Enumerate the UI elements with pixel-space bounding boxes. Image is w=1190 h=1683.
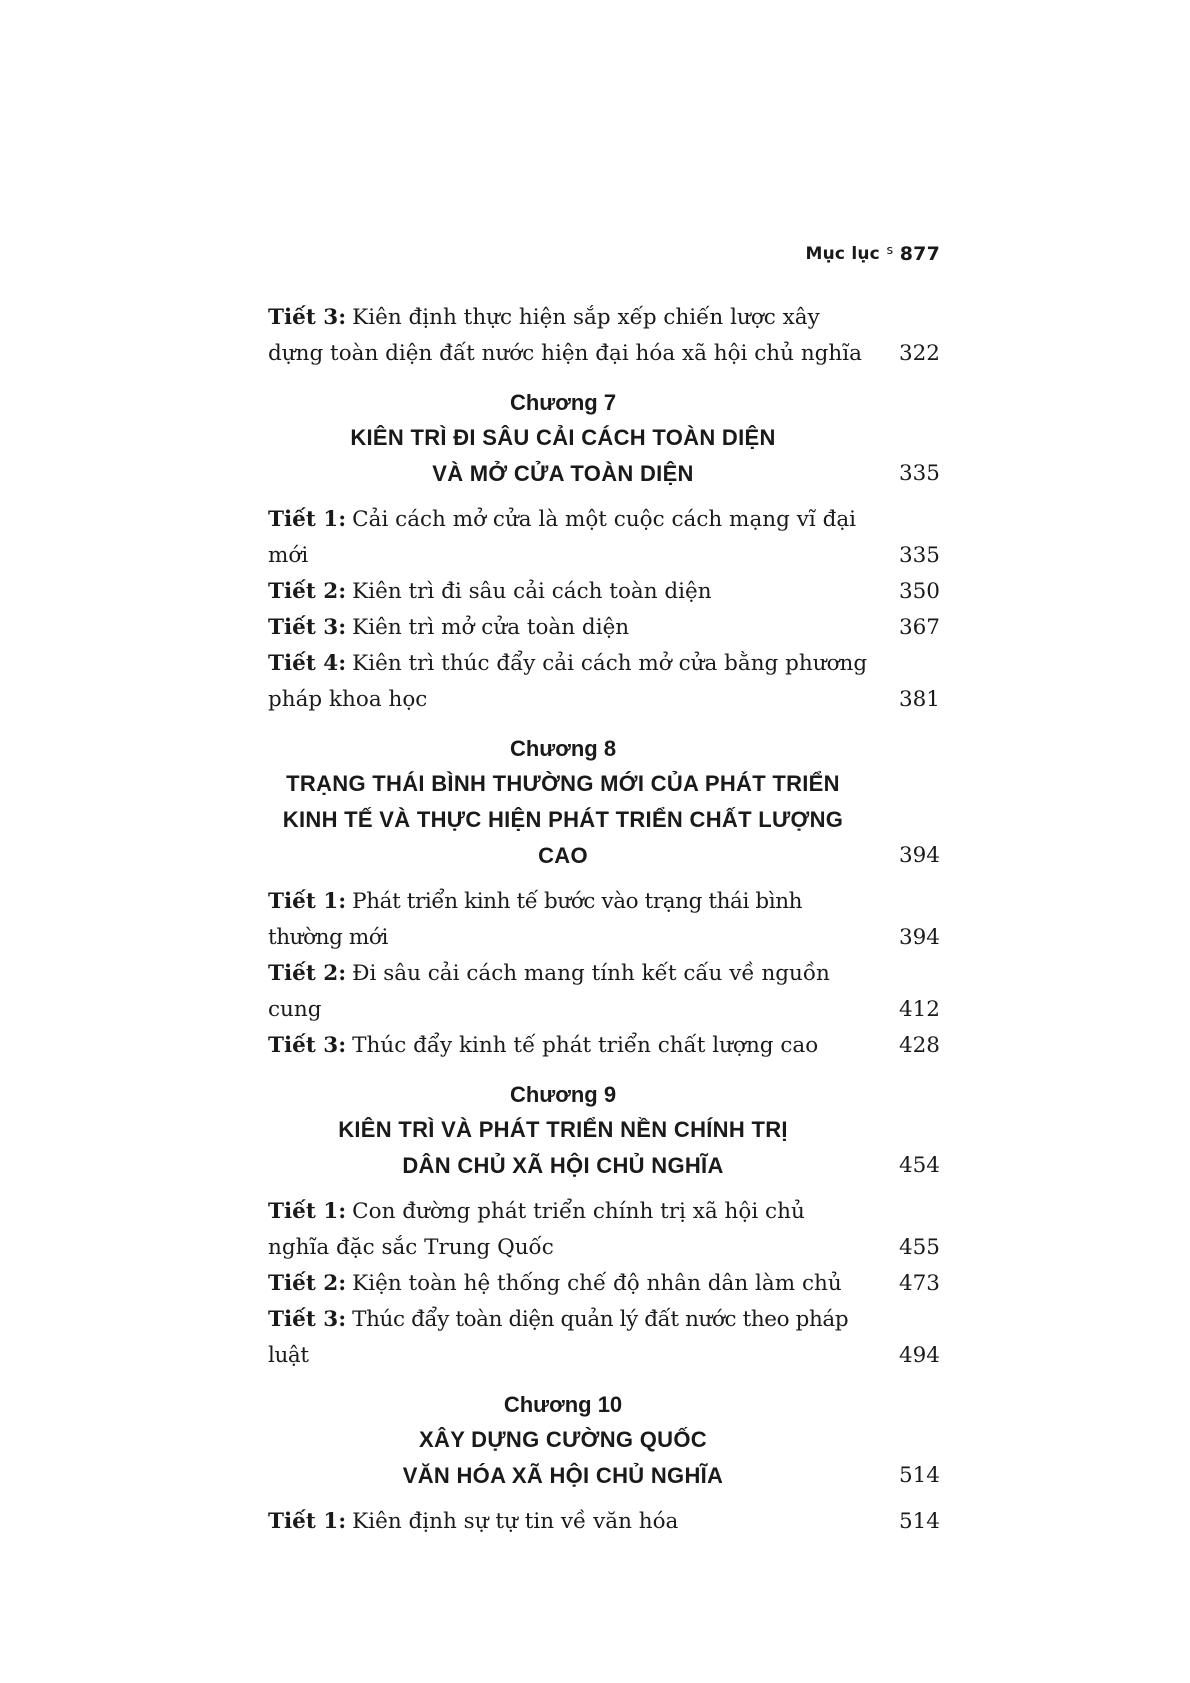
chapter-heading[interactable] (268, 1388, 940, 1494)
chapter-page: 335 (898, 461, 940, 486)
chapter-number: Chương 10 (503, 1392, 623, 1417)
entry-label: Tiết 2: (268, 1271, 347, 1296)
entry-text: Kiện toàn hệ thống chế độ nhân dân làm chủ (352, 1271, 842, 1296)
header-title: Mục lục (805, 244, 880, 264)
entry-text: Kiên định sự tự tin về văn hóa (352, 1509, 679, 1534)
running-header (806, 243, 940, 265)
chapter-title-line: VĂN HÓA XÃ HỘI CHỦ NGHĨA (402, 1463, 724, 1488)
entry-label: Tiết 2: (268, 579, 347, 604)
entry-text: Kiên trì thúc đẩy cải cách mở cửa bằng phương pháp khoa học (268, 651, 868, 712)
chapter-title-line: KINH TẾ VÀ THỰC HIỆN PHÁT TRIỂN CHẤT LƯỢNG CAO (282, 807, 844, 868)
toc-entry[interactable] (268, 502, 940, 574)
toc-entry[interactable] (268, 610, 940, 646)
chapter-heading[interactable] (268, 1078, 940, 1184)
chapter-title-line: KIÊN TRÌ ĐI SÂU CẢI CÁCH TOÀN DIỆN (350, 425, 776, 450)
entry-label: Tiết 3: (268, 305, 347, 330)
toc-entry[interactable] (268, 646, 940, 718)
entry-text: Kiên định thực hiện sắp xếp chiến lược xây dựng toàn diện đất nước hiện đại hóa xã hội chủ nghĩa (268, 305, 862, 366)
entry-text: Kiên trì đi sâu cải cách toàn diện (352, 579, 712, 604)
toc-entry[interactable] (268, 884, 940, 956)
entry-page: 322 (898, 341, 940, 366)
entry-page: 412 (898, 997, 940, 1022)
entry-page: 381 (898, 687, 940, 712)
entry-page: 350 (898, 579, 940, 604)
entry-label: Tiết 1: (268, 889, 347, 914)
chapter-heading[interactable] (268, 386, 940, 492)
toc-entry[interactable] (268, 1028, 940, 1064)
entry-label: Tiết 3: (268, 1307, 347, 1332)
chapter-number: Chương 8 (509, 736, 617, 761)
entry-text: Phát triển kinh tế bước vào trạng thái bình thường mới (268, 889, 803, 950)
entry-label: Tiết 3: (268, 1033, 347, 1058)
entry-label: Tiết 2: (268, 961, 347, 986)
chapter-page: 514 (898, 1463, 940, 1488)
entry-page: 494 (898, 1343, 940, 1368)
entry-page: 455 (898, 1235, 940, 1260)
entry-label: Tiết 1: (268, 1199, 347, 1224)
entry-text: Thúc đẩy toàn diện quản lý đất nước theo pháp luật (268, 1307, 849, 1368)
toc-entry[interactable] (268, 574, 940, 610)
toc-entry[interactable] (268, 1302, 940, 1374)
entry-text: Đi sâu cải cách mang tính kết cấu về nguồn cung (268, 961, 830, 1022)
toc-entry[interactable] (268, 1266, 940, 1302)
toc-entry[interactable] (268, 1504, 940, 1540)
entry-text: Kiên trì mở cửa toàn diện (352, 615, 630, 640)
entry-page: 394 (898, 925, 940, 950)
chapter-heading[interactable] (268, 732, 940, 874)
entry-page: 428 (898, 1033, 940, 1058)
chapter-title-line: XÂY DỰNG CƯỜNG QUỐC (419, 1427, 707, 1452)
entry-text: Thúc đẩy kinh tế phát triển chất lượng cao (352, 1033, 819, 1058)
entry-page: 367 (898, 615, 940, 640)
chapter-title-line: KIÊN TRÌ VÀ PHÁT TRIỂN NỀN CHÍNH TRỊ (338, 1117, 788, 1142)
entry-page: 473 (898, 1271, 940, 1296)
entry-page: 335 (898, 543, 940, 568)
toc-entry[interactable] (268, 300, 940, 372)
chapter-title-line: TRẠNG THÁI BÌNH THƯỜNG MỚI CỦA PHÁT TRIỂN (286, 771, 840, 796)
entry-page: 514 (898, 1509, 940, 1534)
ornament-icon: ᔆ (885, 243, 894, 265)
chapter-number: Chương 7 (509, 390, 617, 415)
entry-text: Con đường phát triển chính trị xã hội chủ nghĩa đặc sắc Trung Quốc (268, 1199, 805, 1260)
entry-text: Cải cách mở cửa là một cuộc cách mạng vĩ đại mới (268, 507, 857, 568)
toc-entry[interactable] (268, 956, 940, 1028)
entry-label: Tiết 4: (268, 651, 347, 676)
chapter-title-line: DÂN CHỦ XÃ HỘI CHỦ NGHĨA (402, 1153, 724, 1178)
table-of-contents (268, 300, 940, 1540)
page-number: 877 (899, 243, 940, 265)
entry-label: Tiết 1: (268, 507, 347, 532)
toc-entry[interactable] (268, 1194, 940, 1266)
entry-label: Tiết 1: (268, 1509, 347, 1534)
chapter-number: Chương 9 (509, 1082, 617, 1107)
chapter-page: 394 (898, 843, 940, 868)
entry-label: Tiết 3: (268, 615, 347, 640)
chapter-title-line: VÀ MỞ CỬA TOÀN DIỆN (432, 461, 694, 486)
chapter-page: 454 (898, 1153, 940, 1178)
